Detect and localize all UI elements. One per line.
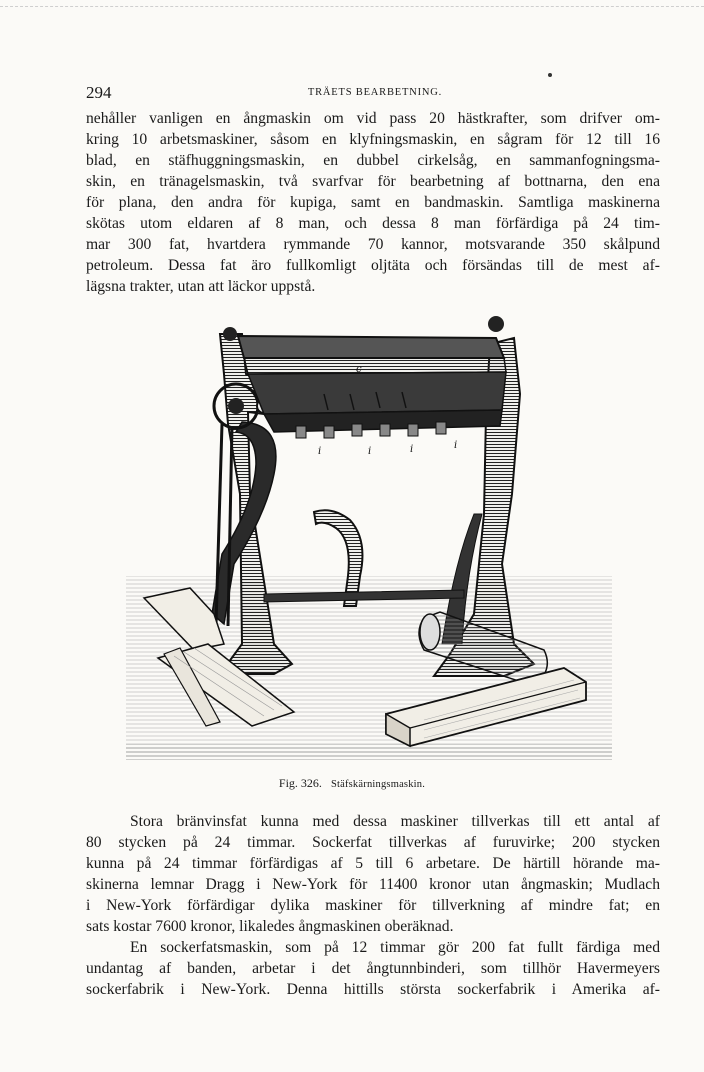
figure-title: Stäfskärningsmaskin. — [330, 779, 426, 790]
scan-edge-line — [0, 6, 704, 9]
figure-label: c — [356, 364, 362, 375]
figure-label: i — [454, 440, 458, 451]
text-line: skin, en tränagelsmaskin, två svarfvar för bearbetning af bottnarna, den ena — [86, 173, 660, 190]
ink-speck — [548, 73, 552, 77]
page-header — [86, 83, 664, 103]
text-line: skötas utom eldaren af 8 man, och dessa 8 man förfärdiga på 24 tim- — [86, 215, 660, 232]
page-number: 294 — [86, 83, 112, 102]
text-line: i New-York förfärdigar dylika maskiner för tillverkning af mindre fat; en — [86, 897, 660, 914]
figure-label: i — [368, 446, 372, 457]
text-line: lägsna trakter, utan att läckor uppstå. — [86, 278, 316, 295]
text-line: petroleum. Dessa fat äro fullkomligt oljtäta och försändas till de mest af- — [86, 257, 660, 274]
figure-caption — [0, 776, 704, 791]
text-line: mar 300 fat, hvartdera rymmande 70 kannor, motsvarande 350 skålpund — [86, 236, 660, 253]
text-line: En sockerfatsmaskin, som på 12 timmar gör 200 fat fullt färdiga med — [130, 939, 660, 956]
text-line: sockerfabrik i New-York. Denna hittills största sockerfabrik i Amerika af- — [86, 981, 660, 998]
text-line: blad, en stäfhuggningsmaskin, en dubbel cirkelsåg, en sammanfogningsma- — [86, 152, 660, 169]
running-title: TRÄETS BEARBETNING. — [307, 87, 443, 98]
figure-number: Fig. 326. — [278, 776, 322, 790]
text-line: skinerna lemnar Dragg i New-York för 11400 kronor utan ångmaskin; Mudlach — [86, 876, 660, 893]
figure-label: i — [410, 444, 414, 455]
text-line: kring 10 arbetsmaskiner, såsom en klyfningsmaskin, en sågram för 12 till 16 — [86, 131, 660, 148]
text-line: Stora bränvinsfat kunna med dessa maskiner tillverkas till ett antal af — [130, 813, 660, 830]
text-line: nehåller vanligen en ångmaskin om vid pass 20 hästkrafter, som drifver om- — [86, 110, 660, 127]
paragraph-2 — [86, 811, 660, 937]
figure-label: i — [318, 446, 322, 457]
text-line: undantag af banden, arbetar i det ångtunnbinderi, som tillhör Havermeyers — [86, 960, 660, 977]
text-line: kunna på 24 timmar förfärdigas af 5 till 6 arbetare. De härtill hörande ma- — [86, 855, 660, 872]
text-line: sats kostar 7600 kronor, likaledes ångmaskinen oberäknad. — [86, 918, 454, 935]
text-line: för plana, den andra för kupiga, samt en bandmaskin. Samtliga maskinerna — [86, 194, 660, 211]
machine-illustration — [124, 314, 614, 766]
paragraph-1 — [86, 108, 660, 297]
text-line: 80 stycken på 24 timmar. Sockerfat tillverkas af furuvirke; 200 stycken — [86, 834, 660, 851]
paragraph-3 — [86, 937, 660, 1000]
